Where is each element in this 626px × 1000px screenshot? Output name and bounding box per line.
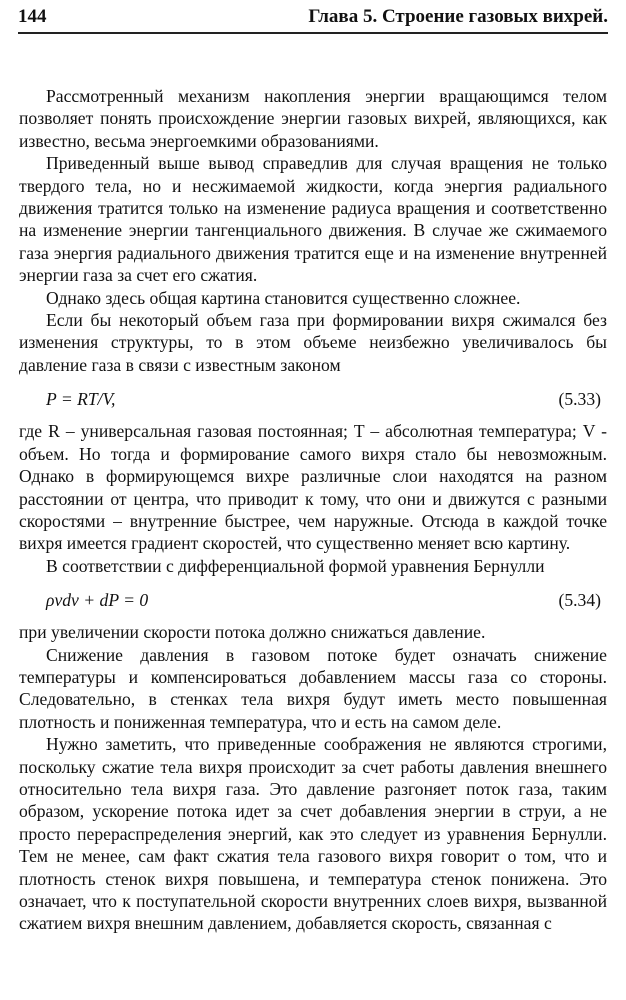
paragraph: Рассмотренный механизм накопления энергии вращающимся телом позволяет понять происхождение энергии газовых вихрей, являющихся, как известно, весьма энергоемкими образованиями.	[19, 86, 607, 151]
paragraph: В соответствии с дифференциальной формой уравнения Бернулли	[46, 555, 545, 576]
chapter-title: Глава 5. Строение газовых вихрей.	[308, 6, 608, 27]
formula-number: (5.33)	[558, 389, 601, 410]
formula-5-33	[19, 388, 607, 410]
paragraph: при увеличении скорости потока должно снижаться давление.	[19, 622, 486, 643]
page-header	[18, 4, 608, 34]
paragraph: Нужно заметить, что приведенные соображения не являются строгими, поскольку сжатие тела вихря происходит за счет работы давления внешнего относительно тела вихря газа. Это давление разгоняет поток газа, таким образом, ускорение потока идет за счет добавления энергии в струи, а не просто перераспределения энергий, как это следует из уравнения Бернулли. Тем не менее, сам факт сжатия тела газового вихря говорит о том, что и плотность стенок вихря повышена, и температура стенок понижена. Это означает, что к поступательной скорости внутренних слоев вихря, вызванной сжатием вихря внешним давлением, добавляется скорость, связанная с	[19, 734, 607, 934]
paragraph: где R – универсальная газовая постоянная; T – абсолютная температура; V - объем. Но тогда и формирование самого вихря стало бы невозможным. Однако в формирующемся вихре различные слои находятся на разном расстоянии от центра, что приводит к тому, что они и движутся с разными скоростями – внутренние быстрее, чем наружные. Отсюда в каждой точке вихря имеется градиент скоростей, что существенно меняет всю картину.	[19, 421, 607, 554]
paragraph: Снижение давления в газовом потоке будет означать снижение температуры и компенсироваться добавлением массы газа со стороны. Следовательно, в стенках тела вихря будут иметь место повышенная плотность и пониженная температура, что и есть на самом деле.	[19, 644, 607, 732]
page-body	[19, 85, 607, 935]
page-number: 144	[18, 6, 47, 27]
formula-5-34	[19, 589, 607, 611]
paragraph: Однако здесь общая картина становится существенно сложнее.	[46, 287, 521, 308]
formula-number: (5.34)	[558, 590, 601, 611]
paragraph: Если бы некоторый объем газа при формировании вихря сжимался без изменения структуры, то в этом объеме неизбежно увеличивалось бы давление газа в связи с известным законом	[19, 310, 607, 375]
formula-expression: P = RT/V,	[46, 389, 116, 410]
paragraph: Приведенный выше вывод справедлив для случая вращения не только твердого тела, но и несжимаемой жидкости, когда энергия радиального движения тратится только на изменение радиуса вращения и соответственно на изменение энергии тангенциального движения. В случае же сжимаемого газа энергия радиального движения тратится еще и на изменение внутренней энергии газа за счет его сжатия.	[19, 153, 607, 286]
formula-expression: ρvdv + dP = 0	[46, 590, 149, 611]
